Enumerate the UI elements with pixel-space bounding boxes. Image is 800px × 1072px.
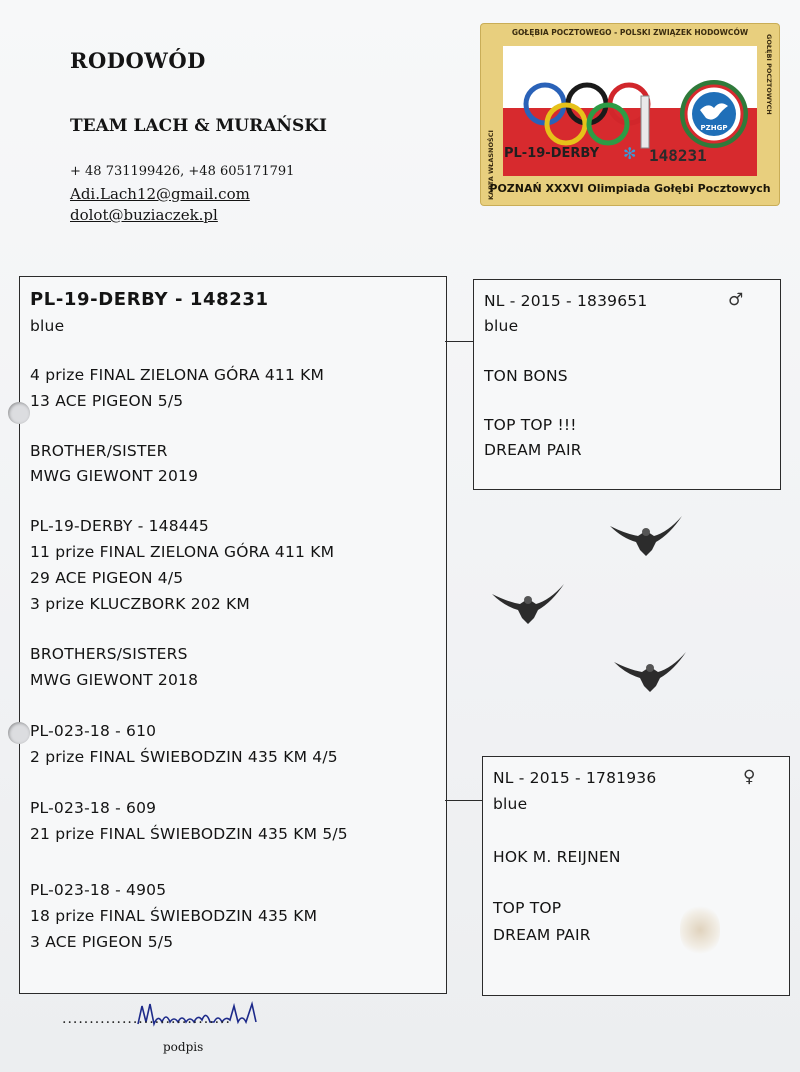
main-line: 4 prize FINAL ZIELONA GÓRA 411 KM — [30, 366, 325, 384]
main-ring: PL-19-DERBY - 148231 — [30, 289, 269, 310]
sire-ring: NL - 2015 - 1839651 — [484, 292, 648, 310]
connector-line-dam — [445, 800, 483, 801]
paper-stain — [680, 905, 720, 955]
main-line: PL-023-18 - 610 — [30, 722, 157, 740]
connector-line-sire — [445, 341, 474, 342]
dam-color: blue — [493, 795, 528, 813]
pigeon-icon — [612, 648, 688, 694]
card-left-text: KARTA WŁASNOŚCI — [487, 130, 495, 200]
dam-line: HOK M. REIJNEN — [493, 848, 621, 866]
card-ring-number: 148231 — [649, 146, 707, 165]
sire-line: TON BONS — [484, 367, 568, 385]
main-color: blue — [30, 317, 65, 335]
dam-line: DREAM PAIR — [493, 926, 591, 944]
email-link-1[interactable]: Adi.Lach12@gmail.com — [70, 185, 250, 203]
main-line: 29 ACE PIGEON 4/5 — [30, 569, 184, 587]
sire-line: DREAM PAIR — [484, 441, 582, 459]
card-top-text: GOŁĘBIA POCZTOWEGO - POLSKI ZWIĄZEK HODOWCÓW — [511, 28, 749, 37]
card-ring-code: PL-19-DERBY — [504, 146, 599, 161]
main-line: 3 prize KLUCZBORK 202 KM — [30, 595, 250, 613]
main-line: MWG GIEWONT 2018 — [30, 671, 199, 689]
document-title: RODOWÓD — [70, 48, 206, 73]
signature-label: podpis — [163, 1040, 204, 1054]
main-line: PL-023-18 - 4905 — [30, 881, 167, 899]
dam-line: TOP TOP — [493, 899, 562, 917]
main-line: 3 ACE PIGEON 5/5 — [30, 933, 174, 951]
logo-text: PZHGP — [700, 124, 728, 132]
pzhgp-logo-icon — [678, 76, 750, 156]
female-symbol-icon: ♀ — [743, 767, 756, 787]
sire-color: blue — [484, 317, 519, 335]
main-pigeon-box — [19, 276, 447, 994]
olympic-rings-icon — [521, 80, 661, 150]
main-line: 13 ACE PIGEON 5/5 — [30, 392, 184, 410]
ownership-card — [481, 24, 779, 205]
phone-numbers: + 48 731199426, +48 605171791 — [70, 164, 295, 179]
male-symbol-icon: ♂ — [728, 290, 744, 310]
main-line: MWG GIEWONT 2019 — [30, 467, 199, 485]
main-line: PL-023-18 - 609 — [30, 799, 157, 817]
main-line: 2 prize FINAL ŚWIEBODZIN 435 KM 4/5 — [30, 748, 338, 766]
dam-box — [482, 756, 790, 996]
main-line: 18 prize FINAL ŚWIEBODZIN 435 KM — [30, 907, 318, 925]
sire-box — [473, 279, 781, 490]
main-line: PL-19-DERBY - 148445 — [30, 517, 209, 535]
punch-hole — [8, 722, 30, 744]
email-link-2[interactable]: dolot@buziaczek.pl — [70, 206, 218, 224]
signature-line: ............................... — [62, 1011, 231, 1027]
main-line: 11 prize FINAL ZIELONA GÓRA 411 KM — [30, 543, 335, 561]
card-right-text: GOŁĘBI POCZTOWYCH — [765, 34, 773, 115]
snowflake-icon: ✻ — [623, 144, 637, 163]
team-name: TEAM LACH & MURAŃSKI — [70, 116, 327, 136]
sire-line: TOP TOP !!! — [484, 416, 577, 434]
main-line: 21 prize FINAL ŚWIEBODZIN 435 KM 5/5 — [30, 825, 348, 843]
card-bottom-text: POZNAŃ XXXVI Olimpiada Gołębi Pocztowych — [489, 182, 771, 195]
main-line: BROTHERS/SISTERS — [30, 645, 188, 663]
dam-ring: NL - 2015 - 1781936 — [493, 769, 657, 787]
main-line: BROTHER/SISTER — [30, 442, 168, 460]
pigeon-icon — [490, 580, 566, 626]
punch-hole — [8, 402, 30, 424]
pigeon-icon — [608, 512, 684, 558]
